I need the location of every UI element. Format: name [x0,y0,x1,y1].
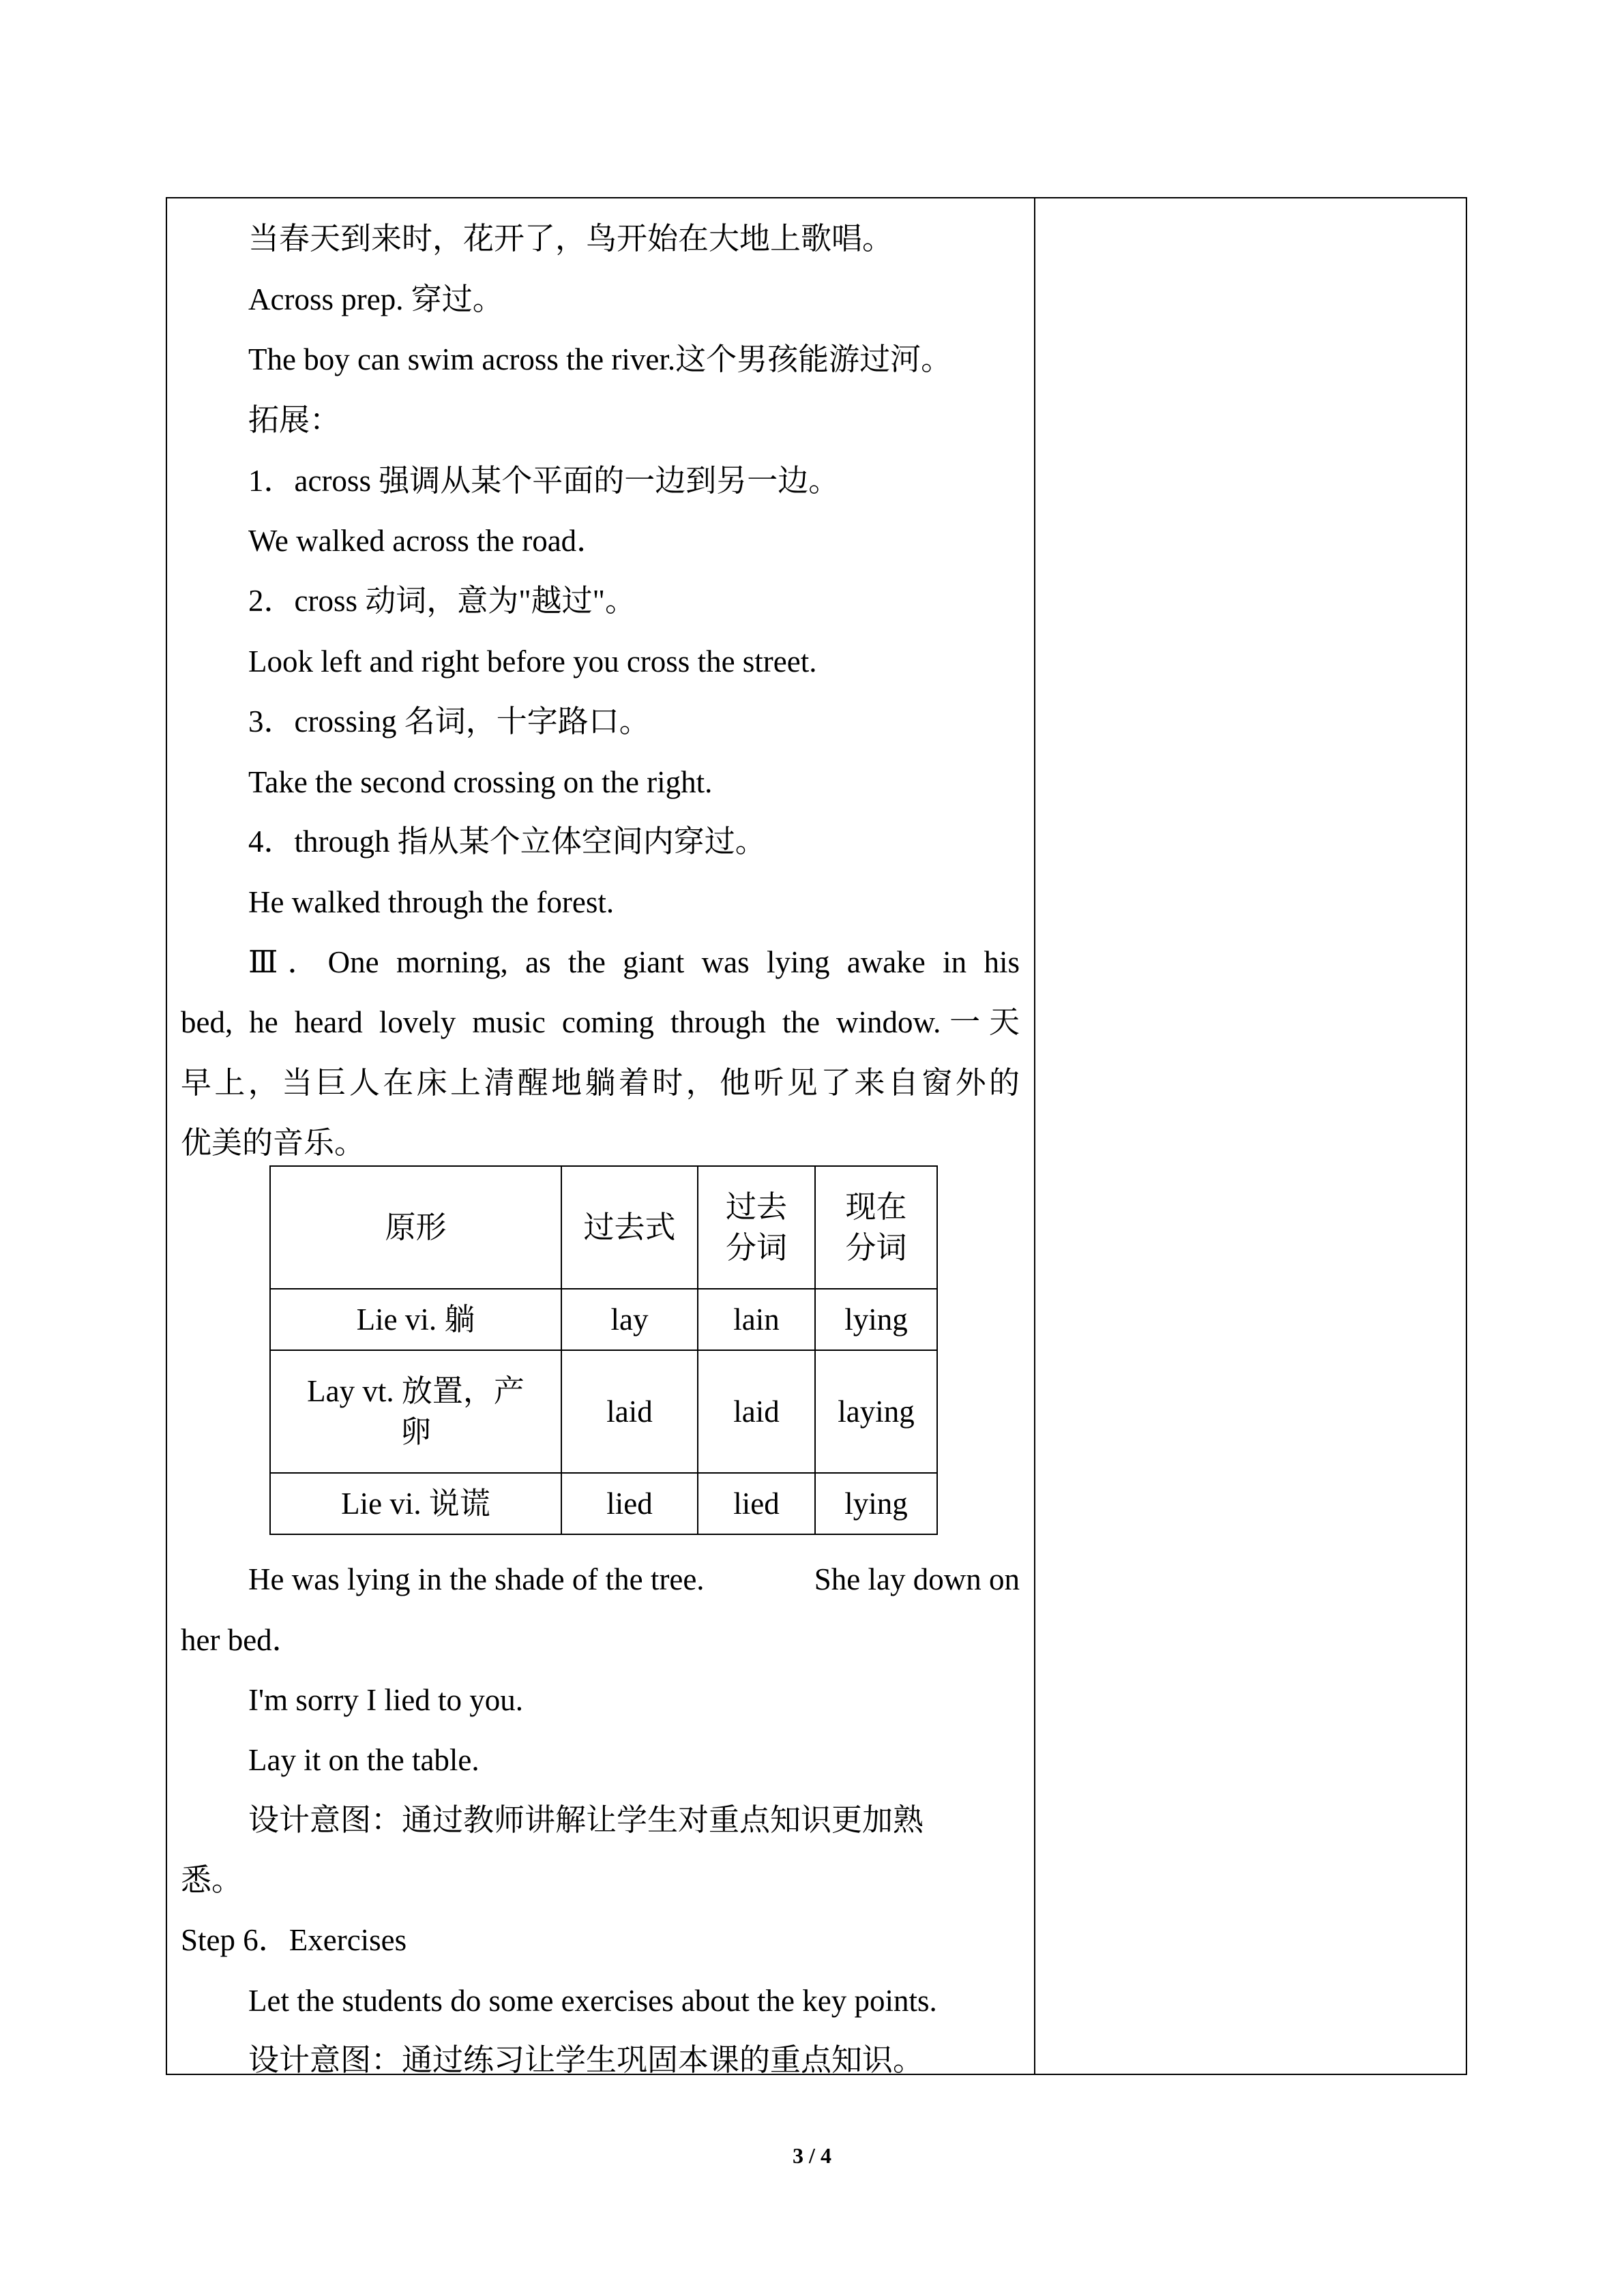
cell-base-line2: 卵 [400,1415,431,1449]
line-lying-example [248,1559,1020,1600]
line-giant-sentence-3: 早上，当巨人在床上清醒地躺着时，他听见了来自窗外的 [181,1066,1020,1100]
line-across-example: The boy can swim across the river.这个男孩能游过河。 [248,342,952,376]
line-extension-heading: 拓展： [248,403,341,437]
header-base-form: 原形 [270,1166,561,1289]
line-lying-example-a: He was lying in the shade of the tree. [248,1562,705,1596]
cell-past-participle: lied [698,1473,815,1534]
cell-past-participle: laid [698,1350,815,1473]
line-through-example: He walked through the forest. [248,885,615,919]
line-through-usage: 4．through 指从某个立体空间内穿过。 [248,824,766,859]
line-across-usage: 1．across 强调从某个平面的一边到另一边。 [248,464,840,498]
lesson-content-frame [166,197,1467,2075]
line-lay-example: Lay it on the table. [248,1743,479,1777]
line-crossing-usage: 3．crossing 名词，十字路口。 [248,704,650,739]
line-design-intent-1: 设计意图：通过教师讲解让学生对重点知识更加熟 [248,1803,924,1837]
line-design-intent-1-cont: 悉。 [181,1863,243,1897]
line-giant-sentence-1: Ⅲ．One morning, as the giant was lying awake in his [248,945,1020,979]
table-header-row [270,1166,937,1289]
cell-base-line1: Lay vt. 放置，产 [307,1374,525,1408]
verb-forms-table [269,1165,938,1535]
cell-base [270,1350,561,1473]
cell-past: lied [561,1473,698,1534]
line-cross-example: Look left and right before you cross the street. [248,644,817,679]
line-lied-example: I'm sorry I lied to you. [248,1683,524,1717]
line-lying-example-b: She lay down on [814,1562,1020,1596]
line-giant-sentence-2: bed, he heard lovely music coming through the window.一天 [181,1005,1020,1039]
table-row [270,1473,937,1534]
column-divider [1034,198,1035,2074]
line-giant-sentence-4: 优美的音乐。 [181,1126,366,1160]
header-present-participle-line1: 现在 [845,1190,907,1224]
cell-past-participle: lain [698,1289,815,1350]
header-past-tense: 过去式 [561,1166,698,1289]
line-spring-sentence: 当春天到来时，花开了，鸟开始在大地上歌唱。 [248,222,894,256]
line-design-intent-2: 设计意图：通过练习让学生巩固本课的重点知识。 [248,2043,924,2077]
header-past-participle-line2: 分词 [725,1231,787,1265]
header-past-participle-line1: 过去 [725,1190,787,1224]
table-row [270,1289,937,1350]
cell-base: Lie vi. 说谎 [270,1473,561,1534]
line-across-usage-example: We walked across the road． [248,524,608,558]
header-present-participle-line2: 分词 [845,1231,907,1265]
line-across-definition: Across prep. 穿过。 [248,282,503,316]
line-exercises-instruction: Let the students do some exercises about the key points. [248,1984,937,2018]
line-lying-example-cont: her bed． [181,1623,303,1657]
cell-base: Lie vi. 躺 [270,1289,561,1350]
header-past-participle [698,1166,815,1289]
cell-past: lay [561,1289,698,1350]
header-present-participle [815,1166,937,1289]
cell-past: laid [561,1350,698,1473]
table-row [270,1350,937,1473]
cell-present-participle: lying [815,1289,937,1350]
line-crossing-example: Take the second crossing on the right. [248,765,713,799]
line-cross-usage: 2．cross 动词，意为"越过"。 [248,584,636,618]
step-6-heading: Step 6．Exercises [181,1923,407,1957]
cell-present-participle: lying [815,1473,937,1534]
page-number: 3 / 4 [793,2143,831,2168]
cell-present-participle: laying [815,1350,937,1473]
